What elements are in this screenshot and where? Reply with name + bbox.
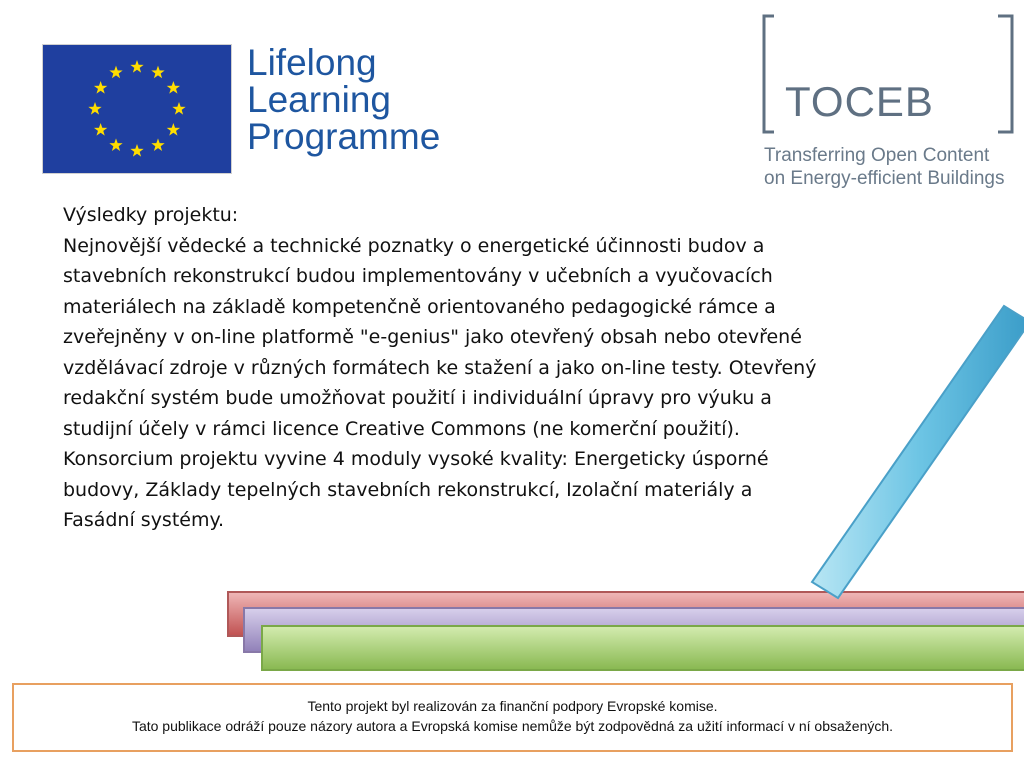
content-paragraph-1: Nejnovější vědecké a technické poznatky o energetické účinnosti budov a stavebních rekonstrukcí budou implementovány v učebních a vyučovacích materiálech na základě kompetenčně orientovaného pedagogické rámce a zveřejněny v on-line platformě "e-genius" jako otevřený obsah nebo otevřené vzdělávací zdroje v různých formátech ke stažení a jako on-line testy. Otevřený redakční systém bude umožňovat použití i individuální úpravy pro výuku a studijní účely v rámci licence Creative Commons (ne komerční použití).: [63, 234, 817, 440]
toceb-title: TOCEB: [785, 78, 934, 125]
deco-bar-blue: [812, 306, 1024, 598]
content-heading: Výsledky projektu:: [63, 204, 239, 226]
toceb-subtitle-line1: Transferring Open Content: [764, 145, 990, 166]
toceb-subtitle-line2: on Energy-efficient Buildings: [764, 168, 1005, 189]
program-logo-line3: Programme: [247, 116, 441, 157]
footer-disclaimer: [12, 683, 1013, 752]
program-logo-line2: Learning: [247, 79, 392, 120]
program-logo-line1: Lifelong: [247, 42, 377, 83]
footer-line2: Tato publikace odráží pouze názory autora a Evropská komise nemůže být zodpovědná za užití informací v ní obsažených.: [131, 718, 894, 734]
content-paragraph-2: Konsorcium projektu vyvine 4 moduly vysoké kvality: Energeticky úsporné budovy, Základy tepelných stavebních rekonstrukcí, Izolační materiály a Fasádní systémy.: [63, 448, 769, 531]
main-content: [63, 200, 823, 536]
deco-bar-green: [262, 626, 1024, 670]
footer-line1: Tento projekt byl realizován za finanční podpory Evropské komise.: [307, 698, 718, 714]
